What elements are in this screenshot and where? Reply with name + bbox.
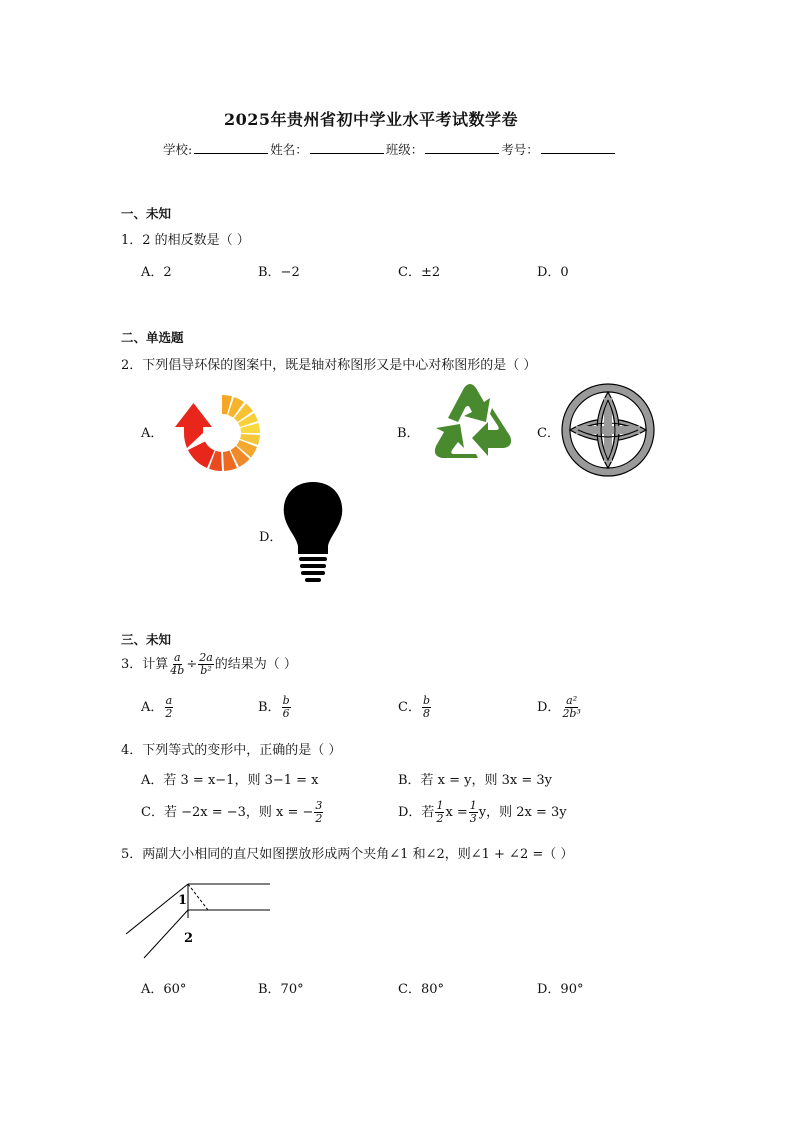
q3-a-label: A． [141, 700, 164, 715]
name-label: 姓名： [270, 142, 308, 157]
q4-d-f2-numerator: 1 [469, 799, 477, 812]
school-label: 学校: [163, 142, 193, 157]
globe-icon [556, 378, 660, 482]
question-3-stem [121, 652, 297, 677]
class-label: 班级： [385, 142, 424, 157]
q3-c-denominator: 8 [422, 707, 430, 720]
q3-prefix: 3．计算 [121, 657, 169, 672]
q3-d-denominator: 2b³ [562, 707, 581, 720]
student-info-row [163, 140, 617, 158]
question-5-stem: 5．两副大小相同的直尺如图摆放形成两个夹角∠1 和∠2，则∠1 + ∠2 =（ ） [121, 847, 574, 862]
q4-d-f1-numerator: 1 [436, 799, 444, 812]
q3-b-fraction [282, 695, 291, 720]
class-blank[interactable] [425, 141, 499, 154]
q3-f1-denominator: 4b [170, 664, 185, 677]
angle-2-label: 2 [184, 931, 194, 946]
q3-c-label: C． [398, 700, 421, 715]
q3-d-label: D． [537, 700, 561, 715]
section-heading-3: 三、未知 [121, 632, 172, 647]
q4-option-b[interactable]: B．若 x = y，则 3x = 3y [398, 773, 553, 788]
q4-d-fraction-1 [435, 800, 444, 825]
q4-d-fraction-2 [469, 800, 478, 825]
q1-option-d[interactable]: D．0 [537, 265, 569, 280]
q3-c-numerator: b [422, 694, 430, 707]
angle-1-label: 1 [178, 893, 188, 908]
q3-f1-numerator: a [174, 651, 181, 664]
q3-c-fraction [422, 695, 431, 720]
q4-option-a[interactable]: A．若 3 = x−1，则 3−1 = x [141, 773, 319, 788]
q3-a-denominator: 2 [165, 707, 173, 720]
q3-option-c[interactable] [398, 695, 432, 720]
q3-option-a[interactable] [141, 695, 174, 720]
q4-c-text: C．若 −2x = −3，则 x = − [141, 805, 314, 820]
q4-d-f2-denominator: 3 [469, 812, 477, 825]
q4-d-suffix: y，则 2x = 3y [478, 805, 567, 820]
q4-c-numerator: 3 [315, 799, 323, 812]
q3-suffix: 的结果为（ ） [214, 657, 297, 672]
lightbulb-icon [280, 480, 346, 586]
section-heading-1: 一、未知 [121, 206, 172, 221]
q2-option-c-label[interactable]: C． [537, 426, 560, 441]
number-label: 考号： [501, 142, 539, 157]
number-blank[interactable] [541, 141, 615, 154]
q1-option-a[interactable]: A．2 [141, 265, 172, 280]
q5-option-d[interactable]: D．90° [537, 982, 584, 997]
q4-d-prefix: D．若 [398, 805, 435, 820]
q3-divide-sign: ÷ [186, 657, 198, 672]
q3-fraction-1 [169, 652, 185, 677]
q3-option-b[interactable] [258, 695, 292, 720]
q3-a-fraction [164, 695, 173, 720]
q4-option-c[interactable] [141, 800, 324, 825]
q5-option-a[interactable]: A．60° [141, 982, 187, 997]
q3-b-denominator: 6 [282, 707, 290, 720]
recycle-icon [418, 378, 522, 478]
section-heading-2: 二、单选题 [121, 330, 184, 345]
question-4-stem: 4．下列等式的变形中，正确的是（ ） [121, 743, 342, 758]
q1-option-b[interactable]: B．−2 [258, 265, 300, 280]
q4-d-f1-denominator: 2 [436, 812, 444, 825]
q3-d-fraction [561, 695, 581, 720]
school-blank[interactable] [194, 141, 268, 154]
q2-option-a-label[interactable]: A． [141, 426, 164, 441]
q2-option-b-label[interactable]: B． [397, 426, 420, 441]
page-title: 2025年贵州省初中学业水平考试数学卷 [224, 110, 519, 129]
q3-b-label: B． [258, 700, 281, 715]
q2-option-d-label[interactable]: D． [259, 530, 283, 545]
rulers-diagram [120, 872, 280, 968]
q3-fraction-2 [198, 652, 214, 677]
q3-option-d[interactable] [537, 695, 583, 720]
question-2-stem: 2．下列倡导环保的图案中，既是轴对称图形又是中心对称图形的是（ ） [121, 358, 537, 373]
q1-option-c[interactable]: C．±2 [398, 265, 441, 280]
q3-a-numerator: a [165, 694, 173, 707]
q4-c-denominator: 2 [315, 812, 323, 825]
circular-arrow-icon [160, 388, 266, 476]
q3-f2-numerator: 2a [199, 651, 213, 664]
q4-c-fraction [314, 800, 323, 825]
q3-d-numerator: a² [566, 694, 578, 707]
q4-option-d[interactable] [398, 800, 567, 825]
q5-option-c[interactable]: C．80° [398, 982, 444, 997]
q3-b-numerator: b [282, 694, 290, 707]
name-blank[interactable] [310, 141, 384, 154]
question-1-stem: 1．2 的相反数是（ ） [121, 233, 250, 248]
q5-option-b[interactable]: B．70° [258, 982, 304, 997]
q3-f2-denominator: b² [200, 664, 212, 677]
q4-d-middle: x = [445, 805, 468, 820]
